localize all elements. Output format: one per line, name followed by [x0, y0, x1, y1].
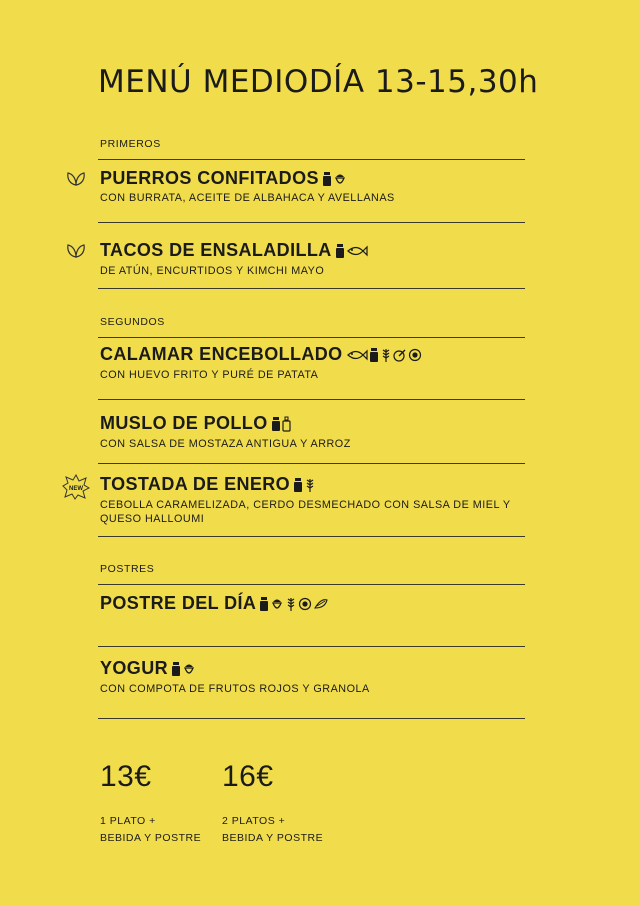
menu-item-name: CALAMAR ENCEBOLLADO — [100, 344, 422, 365]
egg-icon — [298, 596, 312, 612]
menu-item-description: CON SALSA DE MOSTAZA ANTIGUA Y ARROZ — [100, 438, 351, 450]
divider — [98, 159, 525, 160]
milk-icon — [271, 416, 281, 432]
milk-icon — [322, 171, 332, 187]
wheat-icon — [304, 477, 316, 493]
allergen-icons — [335, 243, 368, 259]
menu-item-name: TOSTADA DE ENERO — [100, 474, 316, 495]
divider — [98, 536, 525, 537]
page-title: MENÚ MEDIODÍA 13-15,30h — [98, 64, 539, 100]
divider — [98, 646, 525, 647]
nut-icon — [270, 596, 284, 612]
menu-item-description: CON COMPOTA DE FRUTOS ROJOS Y GRANOLA — [100, 683, 370, 695]
milk-icon — [259, 596, 269, 612]
menu-item-description: CEBOLLA CARAMELIZADA, CERDO DESMECHADO CON SALSA DE MIEL Y QUESO HALLOUMI — [100, 499, 511, 525]
wheat-icon — [380, 347, 392, 363]
mustard-icon — [393, 347, 407, 363]
svg-text:NEW: NEW — [69, 486, 83, 492]
menu-item-description: CON BURRATA, ACEITE DE ALBAHACA Y AVELLANAS — [100, 192, 395, 204]
divider — [98, 337, 525, 338]
menu-item-name: POSTRE DEL DÍA — [100, 593, 329, 614]
wheat-icon — [285, 596, 297, 612]
menu-item-name: MUSLO DE POLLO — [100, 413, 291, 434]
divider — [98, 463, 525, 464]
fish-icon — [346, 347, 368, 363]
divider — [98, 399, 525, 400]
allergen-icons — [271, 416, 291, 432]
divider — [98, 718, 525, 719]
divider — [98, 584, 525, 585]
menu-item-description: CON HUEVO FRITO Y PURÉ DE PATATA — [100, 369, 319, 381]
price-two-dishes: 16€ — [222, 760, 274, 793]
mustard-bottle-icon — [282, 416, 291, 432]
soy-icon — [313, 596, 329, 612]
menu-item-name: PUERROS CONFITADOS — [100, 168, 347, 189]
nut-icon — [182, 661, 196, 677]
new-badge-icon — [62, 474, 90, 500]
allergen-icons — [346, 347, 422, 363]
menu-item-name: YOGUR — [100, 658, 196, 679]
menu-item-name: TACOS DE ENSALADILLA — [100, 240, 368, 261]
fish-icon — [346, 243, 368, 259]
price-one-dish-note: 1 PLATO + BEBIDA Y POSTRE — [100, 815, 202, 844]
leaf-icon — [66, 243, 86, 259]
allergen-icons — [259, 596, 329, 612]
section-label-primeros: PRIMEROS — [100, 138, 161, 150]
price-one-dish: 13€ — [100, 760, 152, 793]
allergen-icons — [322, 171, 347, 187]
nut-icon — [333, 171, 347, 187]
milk-icon — [369, 347, 379, 363]
menu-item-description: DE ATÚN, ENCURTIDOS Y KIMCHI MAYO — [100, 265, 325, 277]
milk-icon — [335, 243, 345, 259]
allergen-icons — [171, 661, 196, 677]
section-label-postres: POSTRES — [100, 563, 155, 575]
section-label-segundos: SEGUNDOS — [100, 316, 165, 328]
egg-icon — [408, 347, 422, 363]
divider — [98, 222, 525, 223]
milk-icon — [171, 661, 181, 677]
leaf-icon — [66, 171, 86, 187]
divider — [98, 288, 525, 289]
milk-icon — [293, 477, 303, 493]
price-two-dishes-note: 2 PLATOS + BEBIDA Y POSTRE — [222, 815, 324, 844]
allergen-icons — [293, 477, 316, 493]
